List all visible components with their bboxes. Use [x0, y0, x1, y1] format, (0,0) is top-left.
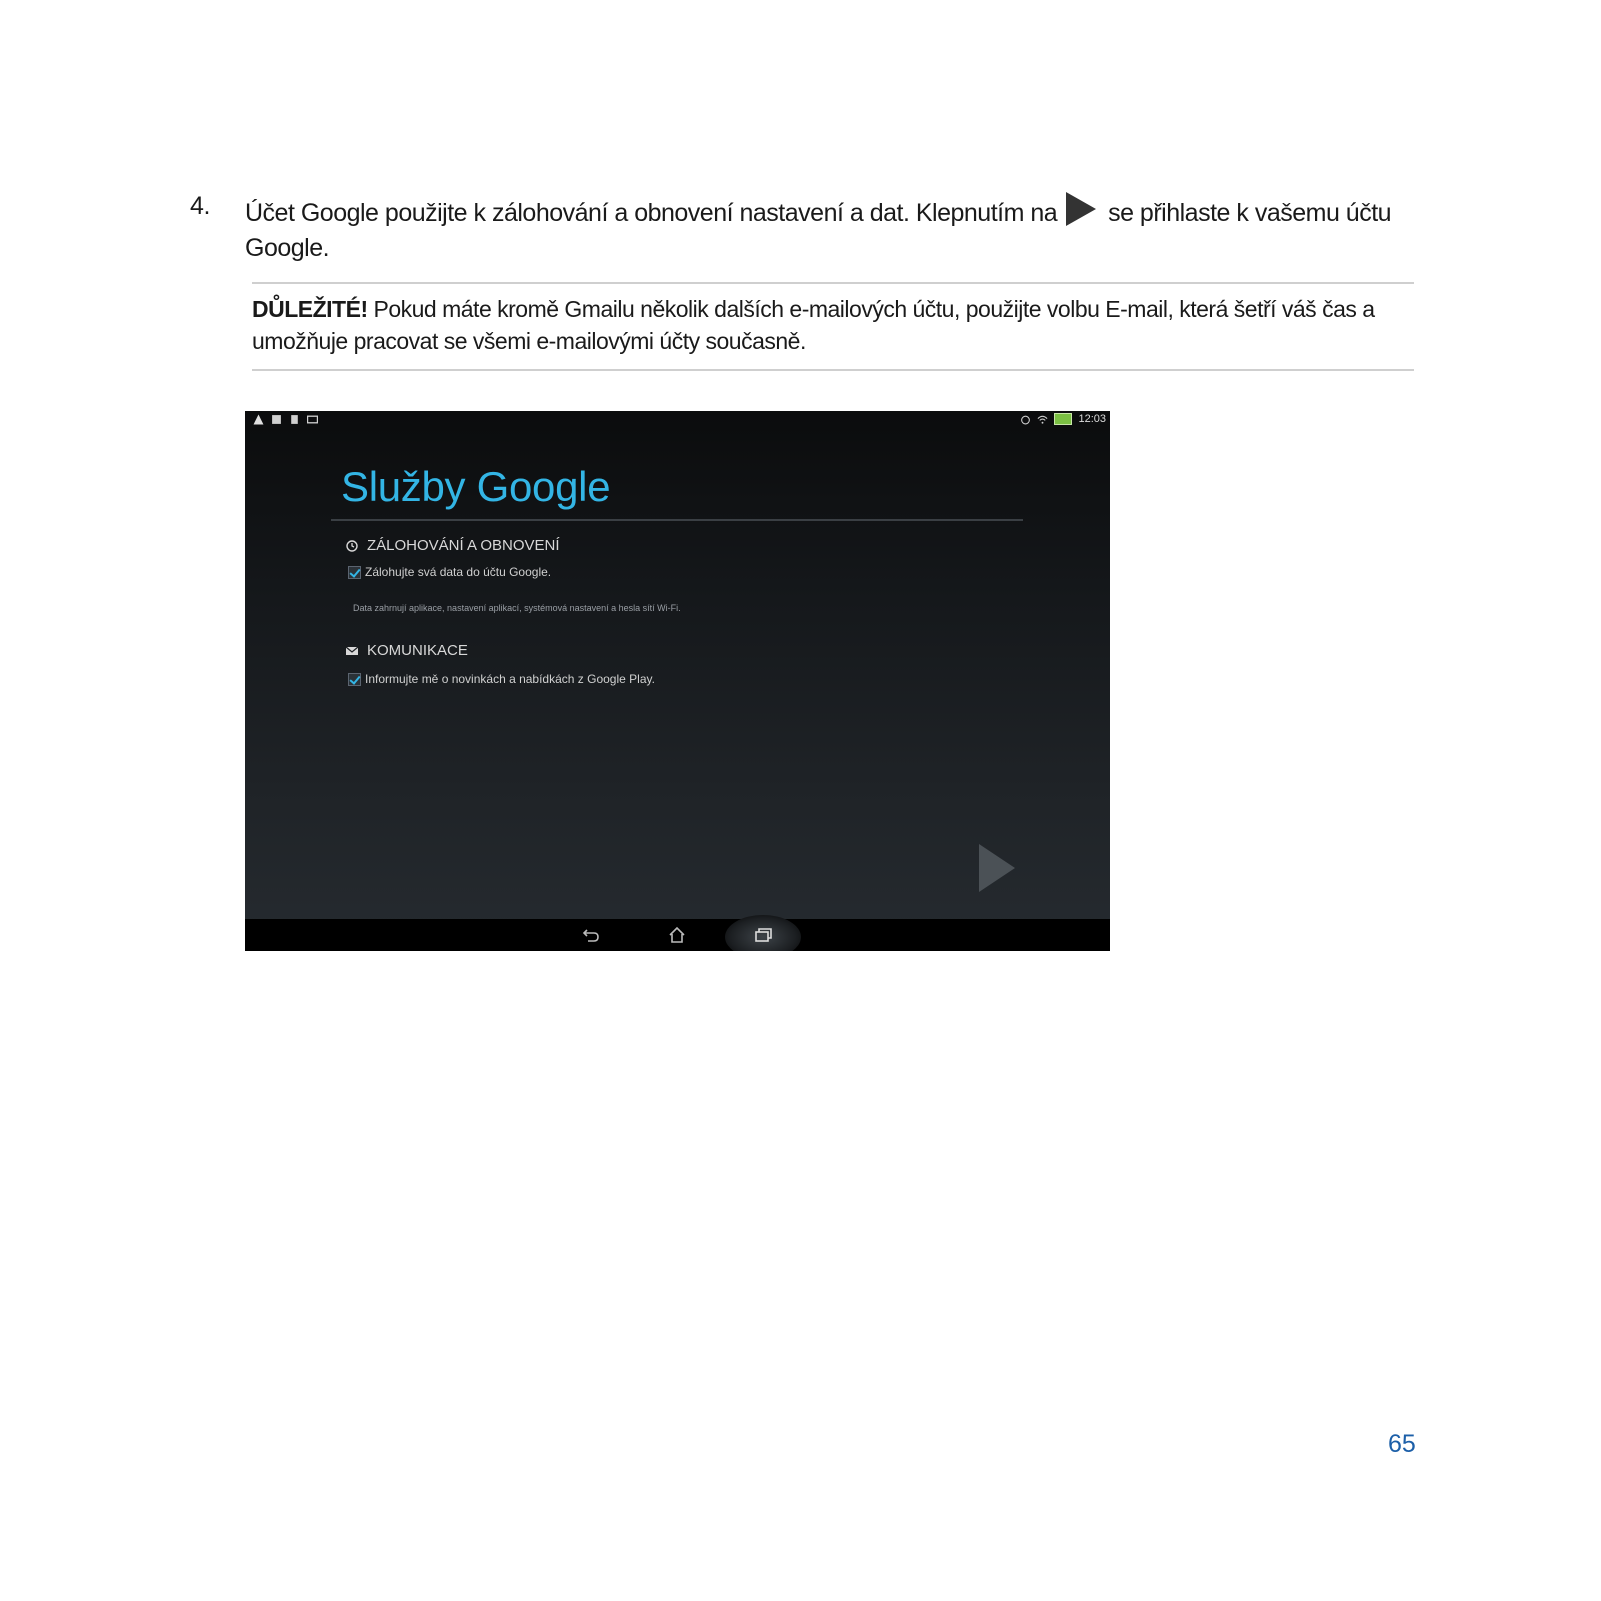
backup-checkbox-label: Zálohujte svá data do účtu Google. — [365, 565, 552, 579]
section-communication-title: KOMUNIKACE — [367, 642, 468, 659]
alarm-icon — [1020, 414, 1031, 425]
section-backup-heading — [345, 537, 560, 554]
battery-icon — [1054, 413, 1072, 425]
step-text — [245, 192, 1425, 266]
title-divider — [331, 519, 1023, 521]
wifi-icon — [1037, 414, 1048, 425]
note-text: Pokud máte kromě Gmailu několik dalších e-mailových účtu, použijte volbu E-mail, která šetří váš čas a umožňuje pracovat se všemi e-mailovými účty současně. — [252, 296, 1375, 354]
status-clock: 12:03 — [1078, 413, 1106, 425]
section-communication-heading — [345, 642, 468, 659]
step-text-after: se přihlaste k vašemu účtu Google. — [245, 199, 1392, 262]
warning-icon — [253, 414, 264, 425]
screen-title: Služby Google — [341, 463, 611, 510]
communication-checkbox-row[interactable] — [348, 672, 655, 686]
step-text-before: Účet Google použijte k zálohování a obnovení nastavení a dat. Klepnutím na — [245, 199, 1058, 227]
note-label: DŮLEŽITÉ! — [252, 296, 368, 322]
backup-description: Data zahrnují aplikace, nastavení aplikací, systémová nastavení a hesla sítí Wi-Fi. — [353, 603, 681, 613]
mail-icon — [345, 644, 359, 658]
communication-checkbox-label: Informujte mě o novinkách a nabídkách z Google Play. — [365, 672, 655, 686]
tablet-screenshot — [245, 411, 1110, 951]
next-button[interactable] — [979, 844, 1015, 892]
step-number: 4. — [190, 192, 211, 220]
sim-icon — [271, 414, 282, 425]
back-icon[interactable] — [581, 926, 601, 944]
backup-checkbox[interactable] — [348, 566, 361, 579]
important-note — [252, 282, 1414, 371]
recent-apps-icon[interactable] — [753, 926, 773, 944]
navigation-bar — [245, 919, 1110, 951]
section-backup-title: ZÁLOHOVÁNÍ A OBNOVENÍ — [367, 537, 560, 554]
backup-checkbox-row[interactable] — [348, 565, 551, 579]
communication-checkbox[interactable] — [348, 673, 361, 686]
restore-icon — [345, 539, 359, 553]
sd-card-icon — [289, 414, 300, 425]
next-arrow-icon — [1066, 192, 1096, 226]
notification-icon — [307, 414, 318, 425]
page-number: 65 — [1388, 1430, 1416, 1458]
home-icon[interactable] — [667, 926, 687, 944]
status-bar — [245, 411, 1110, 431]
